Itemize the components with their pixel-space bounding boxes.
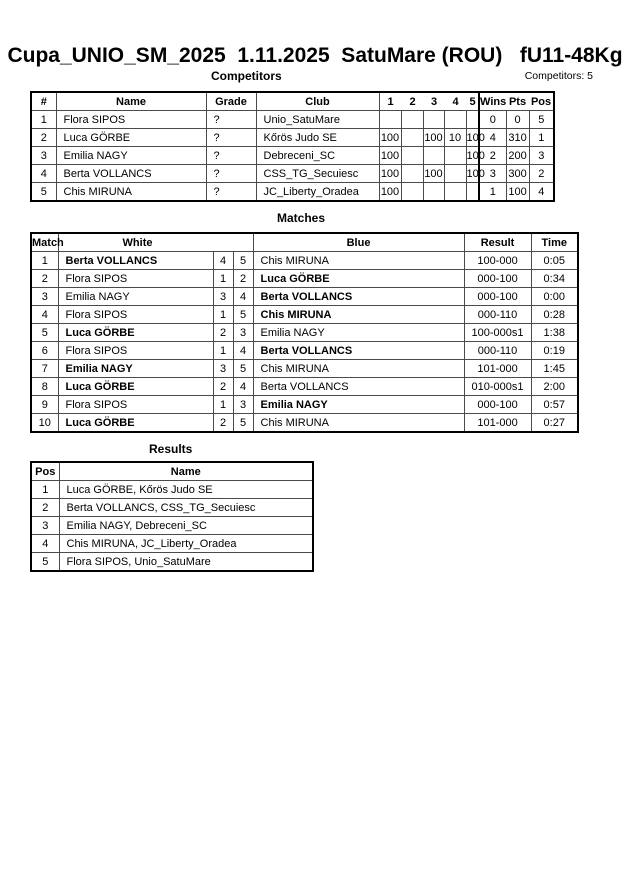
col-opp-5: 5 [469, 95, 476, 108]
matches-table [30, 232, 579, 433]
competitor-name: Chis MIRUNA [56, 183, 206, 202]
white-name: Flora SIPOS [58, 306, 213, 324]
match-number: 9 [31, 396, 58, 414]
blue-name: Chis MIRUNA [253, 360, 464, 378]
competitor-number: 2 [31, 129, 56, 147]
white-competitor-number: 1 [213, 270, 233, 288]
white-competitor-number: 2 [213, 378, 233, 396]
score-vs-5 [466, 183, 479, 202]
col-club: Club [256, 92, 379, 111]
match-result: 000-100 [464, 270, 531, 288]
score-vs-1: 100 [379, 129, 401, 147]
score-vs-2 [401, 183, 423, 202]
blue-name: Berta VOLLANCS [253, 288, 464, 306]
blue-name: Luca GÖRBE [253, 270, 464, 288]
match-time: 0:34 [531, 270, 578, 288]
results-heading: Results [149, 442, 193, 456]
match-number: 4 [31, 306, 58, 324]
match-time: 1:45 [531, 360, 578, 378]
col-name: Name [56, 92, 206, 111]
score-vs-4 [444, 111, 466, 129]
match-row [31, 288, 578, 306]
result-row [31, 481, 313, 499]
competitor-number: 5 [31, 183, 56, 202]
match-result: 000-100 [464, 288, 531, 306]
white-name: Flora SIPOS [58, 270, 213, 288]
score-vs-2 [401, 129, 423, 147]
score-vs-3: 100 [423, 129, 444, 147]
col-white: White [58, 233, 253, 252]
col-result: Result [464, 233, 531, 252]
competitor-row [31, 147, 554, 165]
blue-competitor-number: 4 [233, 378, 253, 396]
match-result: 100-000 [464, 252, 531, 270]
match-result: 010-000s1 [464, 378, 531, 396]
result-row [31, 535, 313, 553]
white-competitor-number: 2 [213, 324, 233, 342]
result-pos: 5 [31, 553, 59, 572]
result-pos: 2 [31, 499, 59, 517]
white-competitor-number: 4 [213, 252, 233, 270]
col-totals-group [479, 92, 554, 111]
col-blue: Blue [253, 233, 464, 252]
blue-competitor-number: 2 [233, 270, 253, 288]
white-name: Luca GÖRBE [58, 324, 213, 342]
blue-competitor-number: 5 [233, 414, 253, 433]
blue-name: Berta VOLLANCS [253, 342, 464, 360]
result-row [31, 517, 313, 535]
score-vs-4 [444, 183, 466, 202]
competitors-count-label: Competitors: 5 [524, 70, 593, 82]
result-pos: 3 [31, 517, 59, 535]
match-result: 000-110 [464, 306, 531, 324]
competitor-pos: 5 [529, 111, 554, 129]
col-opp-3: 3 [430, 95, 438, 108]
col-match: Match [31, 233, 58, 252]
col-pos: Pos [530, 95, 552, 108]
result-row [31, 553, 313, 572]
competitor-wins: 2 [479, 147, 506, 165]
col-name: Name [59, 462, 313, 481]
match-time: 0:28 [531, 306, 578, 324]
competitor-name: Berta VOLLANCS [56, 165, 206, 183]
competitors-table [30, 91, 555, 202]
white-competitor-number: 3 [213, 360, 233, 378]
score-vs-3 [423, 183, 444, 202]
competitor-pts: 300 [506, 165, 529, 183]
blue-name: Emilia NAGY [253, 324, 464, 342]
score-vs-5: 100 [466, 165, 479, 183]
match-time: 2:00 [531, 378, 578, 396]
match-row [31, 396, 578, 414]
col-pts: Pts [508, 95, 527, 108]
competitor-row [31, 111, 554, 129]
score-vs-2 [401, 147, 423, 165]
competitor-pts: 0 [506, 111, 529, 129]
match-time: 0:27 [531, 414, 578, 433]
score-vs-4 [444, 165, 466, 183]
competitor-number: 4 [31, 165, 56, 183]
match-time: 1:38 [531, 324, 578, 342]
score-vs-5: 100 [466, 147, 479, 165]
col-opp-4: 4 [452, 95, 459, 108]
score-vs-5: 100 [466, 129, 479, 147]
competitor-grade: ? [206, 183, 256, 202]
competitors-heading: Competitors [211, 69, 282, 83]
result-pos: 1 [31, 481, 59, 499]
col-number: # [31, 92, 56, 111]
score-vs-3 [423, 147, 444, 165]
score-vs-1 [379, 111, 401, 129]
match-result: 101-000 [464, 360, 531, 378]
match-row [31, 378, 578, 396]
competitor-wins: 4 [479, 129, 506, 147]
result-name: Berta VOLLANCS, CSS_TG_Secuiesc [59, 499, 313, 517]
competitor-number: 3 [31, 147, 56, 165]
col-grade: Grade [206, 92, 256, 111]
col-opponents-group [379, 92, 479, 111]
match-row [31, 252, 578, 270]
competitor-name: Emilia NAGY [56, 147, 206, 165]
col-opp-2: 2 [409, 95, 416, 108]
col-time: Time [531, 233, 578, 252]
result-name: Chis MIRUNA, JC_Liberty_Oradea [59, 535, 313, 553]
col-opp-1: 1 [387, 95, 394, 108]
blue-competitor-number: 3 [233, 396, 253, 414]
blue-competitor-number: 5 [233, 252, 253, 270]
competitor-name: Luca GÖRBE [56, 129, 206, 147]
results-header-row [31, 462, 313, 481]
competitor-pos: 1 [529, 129, 554, 147]
matches-heading: Matches [277, 211, 326, 225]
result-name: Flora SIPOS, Unio_SatuMare [59, 553, 313, 572]
col-pos: Pos [31, 462, 59, 481]
results-table [30, 461, 314, 572]
white-name: Luca GÖRBE [58, 414, 213, 433]
match-row [31, 306, 578, 324]
competitor-grade: ? [206, 147, 256, 165]
competitor-club: CSS_TG_Secuiesc [256, 165, 379, 183]
score-vs-4 [444, 147, 466, 165]
white-competitor-number: 1 [213, 306, 233, 324]
competitor-pts: 100 [506, 183, 529, 202]
matches-header-row [31, 233, 578, 252]
match-number: 10 [31, 414, 58, 433]
competitor-pts: 200 [506, 147, 529, 165]
competitor-grade: ? [206, 165, 256, 183]
competitor-wins: 3 [479, 165, 506, 183]
match-result: 101-000 [464, 414, 531, 433]
match-result: 000-110 [464, 342, 531, 360]
competitor-row [31, 129, 554, 147]
competitor-club: JC_Liberty_Oradea [256, 183, 379, 202]
competitor-club: Kőrös Judo SE [256, 129, 379, 147]
competitor-club: Unio_SatuMare [256, 111, 379, 129]
score-vs-2 [401, 165, 423, 183]
blue-competitor-number: 5 [233, 360, 253, 378]
result-name: Emilia NAGY, Debreceni_SC [59, 517, 313, 535]
white-competitor-number: 2 [213, 414, 233, 433]
white-name: Flora SIPOS [58, 342, 213, 360]
competitor-pos: 3 [529, 147, 554, 165]
competitor-row [31, 183, 554, 202]
white-name: Flora SIPOS [58, 396, 213, 414]
blue-competitor-number: 3 [233, 324, 253, 342]
result-pos: 4 [31, 535, 59, 553]
score-vs-3: 100 [423, 165, 444, 183]
score-vs-1: 100 [379, 165, 401, 183]
match-number: 8 [31, 378, 58, 396]
match-time: 0:00 [531, 288, 578, 306]
blue-competitor-number: 4 [233, 342, 253, 360]
match-number: 7 [31, 360, 58, 378]
blue-competitor-number: 5 [233, 306, 253, 324]
competitor-pts: 310 [506, 129, 529, 147]
col-wins: Wins [480, 95, 507, 108]
competitors-header-row [31, 92, 554, 111]
competitor-wins: 0 [479, 111, 506, 129]
white-name: Emilia NAGY [58, 360, 213, 378]
competitor-club: Debreceni_SC [256, 147, 379, 165]
blue-competitor-number: 4 [233, 288, 253, 306]
score-vs-3 [423, 111, 444, 129]
competitor-row [31, 165, 554, 183]
match-number: 1 [31, 252, 58, 270]
match-row [31, 270, 578, 288]
competitor-number: 1 [31, 111, 56, 129]
match-time: 0:57 [531, 396, 578, 414]
match-row [31, 414, 578, 433]
white-competitor-number: 3 [213, 288, 233, 306]
match-result: 000-100 [464, 396, 531, 414]
score-vs-5 [466, 111, 479, 129]
page-title: Cupa_UNIO_SM_2025 1.11.2025 SatuMare (ROU) fU11-48Kg [7, 44, 623, 67]
blue-name: Chis MIRUNA [253, 252, 464, 270]
match-row [31, 342, 578, 360]
competitor-pos: 4 [529, 183, 554, 202]
competitor-pos: 2 [529, 165, 554, 183]
competitor-name: Flora SIPOS [56, 111, 206, 129]
score-vs-4: 10 [444, 129, 466, 147]
competitor-grade: ? [206, 129, 256, 147]
white-competitor-number: 1 [213, 342, 233, 360]
match-time: 0:19 [531, 342, 578, 360]
match-number: 6 [31, 342, 58, 360]
match-row [31, 360, 578, 378]
result-row [31, 499, 313, 517]
score-vs-1: 100 [379, 183, 401, 202]
white-name: Luca GÖRBE [58, 378, 213, 396]
match-result: 100-000s1 [464, 324, 531, 342]
white-name: Berta VOLLANCS [58, 252, 213, 270]
white-competitor-number: 1 [213, 396, 233, 414]
match-row [31, 324, 578, 342]
white-name: Emilia NAGY [58, 288, 213, 306]
score-vs-2 [401, 111, 423, 129]
competitor-wins: 1 [479, 183, 506, 202]
blue-name: Chis MIRUNA [253, 414, 464, 433]
competitor-grade: ? [206, 111, 256, 129]
match-number: 5 [31, 324, 58, 342]
match-number: 2 [31, 270, 58, 288]
match-number: 3 [31, 288, 58, 306]
match-time: 0:05 [531, 252, 578, 270]
blue-name: Berta VOLLANCS [253, 378, 464, 396]
score-vs-1: 100 [379, 147, 401, 165]
blue-name: Chis MIRUNA [253, 306, 464, 324]
blue-name: Emilia NAGY [253, 396, 464, 414]
result-name: Luca GÖRBE, Kőrös Judo SE [59, 481, 313, 499]
